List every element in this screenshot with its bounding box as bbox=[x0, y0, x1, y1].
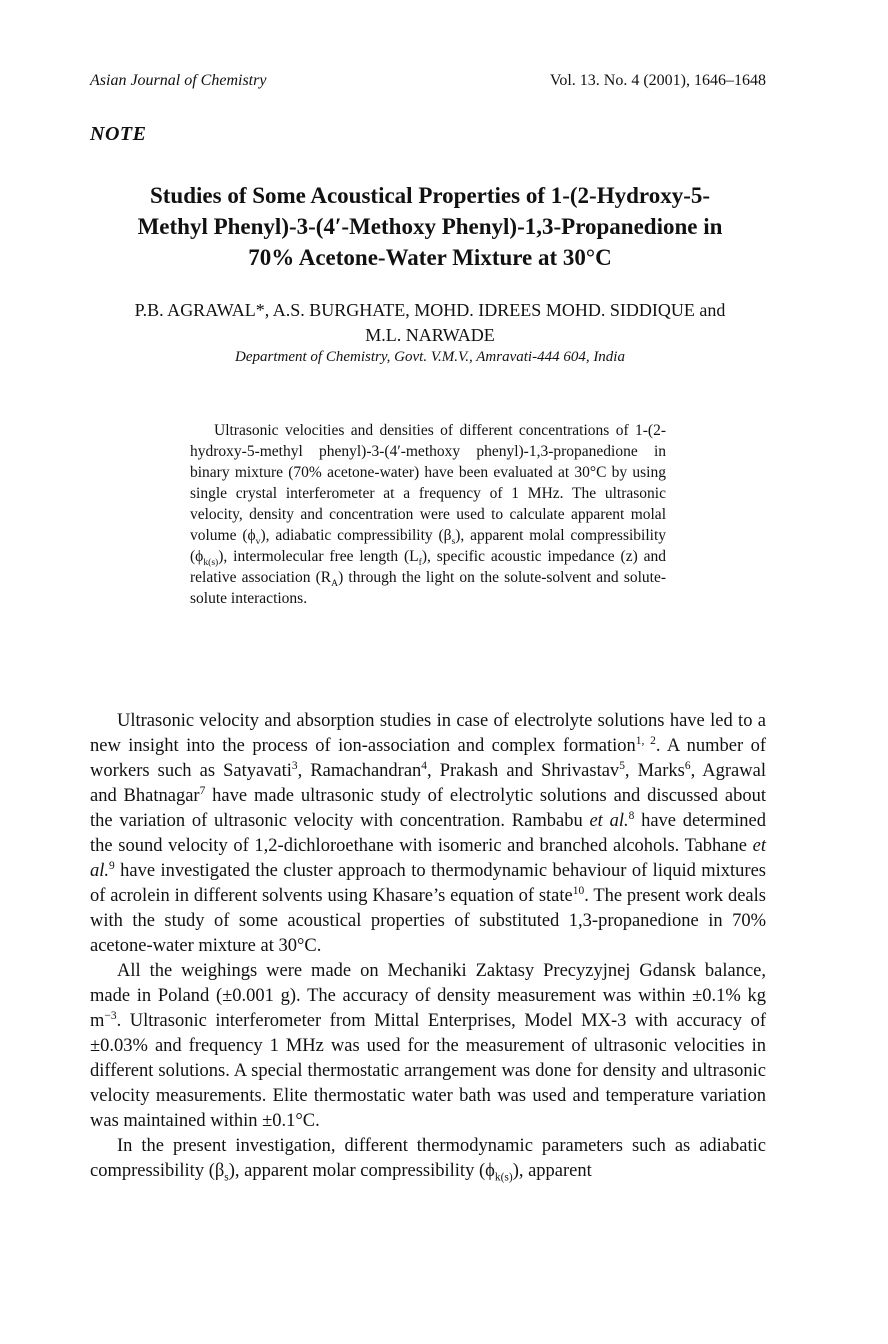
body-paragraph-1: Ultrasonic velocity and absorption studies in case of electrolyte solutions have led to a new insight into the process of ion-association and complex formation$^{1, 2}$. A number of workers such as Satyavati$^3$, Ramachandran$^4$, Prakash and Shrivastav$^5$, Marks$^6$, Agrawal and Bhatnagar$^7$ have made ultrasonic study of electrolytic solutions and discussed about the variation of ultrasonic velocity with concentration. Rambabu et al.$^8$ have determined the sound velocity of 1,2-dichloroethane with isomeric and branched alcohols. Tabhane et al.$^9$ have investigated the cluster approach to thermodynamic behaviour of liquid mixtures of acrolein in different solvents using Khasare’s equation of state$^{10}$. The present work deals with the study of some acoustical properties of substituted 1,3-propanedione in 70% acetone-water mixture at 30°C. bbox=[90, 711, 766, 956]
running-head bbox=[90, 72, 766, 96]
journal-name: Asian Journal of Chemistry bbox=[90, 72, 267, 89]
volume-info: Vol. 13. No. 4 (2001), 1646–1648 bbox=[549, 72, 766, 89]
author-burghate: A.S. BURGHATE bbox=[272, 300, 406, 320]
body-text bbox=[90, 709, 766, 1184]
author-narwade: M.L. NARWADE bbox=[365, 325, 495, 345]
title-line-3: 70% Acetone-Water Mixture at 30°C bbox=[248, 245, 612, 270]
title-line-2: Methyl Phenyl)-3-(4′-Methoxy Phenyl)-1,3-Propanedione in bbox=[137, 214, 723, 239]
author-line-2 bbox=[100, 323, 760, 348]
affiliation: Department of Chemistry, Govt. V.M.V., Amravati-444 604, India bbox=[235, 349, 625, 365]
author-agrawal: P.B. AGRAWAL* bbox=[134, 300, 265, 320]
article-title bbox=[100, 180, 760, 273]
author-line-1: P.B. AGRAWAL*, A.S. BURGHATE, MOHD. IDREES MOHD. SIDDIQUE and bbox=[134, 300, 726, 320]
title-line-1: Studies of Some Acoustical Properties of 1-(2-Hydroxy-5- bbox=[149, 183, 711, 208]
abstract: Ultrasonic velocities and densities of different concentrations of 1-(2-hydroxy-5-methyl phenyl)-3-(4′-methoxy phenyl)-1,3-propanedione in binary mixture (70% acetone-water) have been evaluated at 30°C by using single crystal interferometer at a frequency of 1 MHz. The ultrasonic velocity, density and concentration were used to calculate apparent molal volume $(\phi_v)$, adiabatic compressibility $(\beta_s)$, apparent molal compressibility $(\phi_{k(s)})$, intermolecular free length $(L_f)$, specific acoustic impedance (z) and relative association $(R_A)$ through the light on the solute-solvent and solute-solute interactions. bbox=[190, 422, 667, 607]
author-conjunction: and bbox=[699, 300, 726, 320]
body-paragraph-2: All the weighings were made on Mechaniki Zaktasy Precyzyjnej Gdansk balance, made in Poland (±0.001 g). The accuracy of density measurement was within ±0.1% kg $m^{-3}$. Ultrasonic interferometer from Mittal Enterprises, Model MX-3 with accuracy of ±0.03% and frequency 1 MHz was used for the measurement of ultrasonic velocities in different solutions. A special thermostatic arrangement was done for density and ultrasonic velocity measurements. Elite thermostatic water bath was used and temperature variation was maintained within ±0.1°C. bbox=[90, 961, 766, 1131]
author-siddique: MOHD. IDREES MOHD. SIDDIQUE bbox=[414, 300, 695, 320]
author-list bbox=[100, 298, 760, 348]
section-label: NOTE bbox=[90, 123, 147, 145]
body-paragraph-3: In the present investigation, different thermodynamic parameters such as adiabatic compressibility $(\beta_s)$, apparent molar compressibility $(\phi_{k(s)})$, apparent bbox=[90, 1136, 766, 1184]
